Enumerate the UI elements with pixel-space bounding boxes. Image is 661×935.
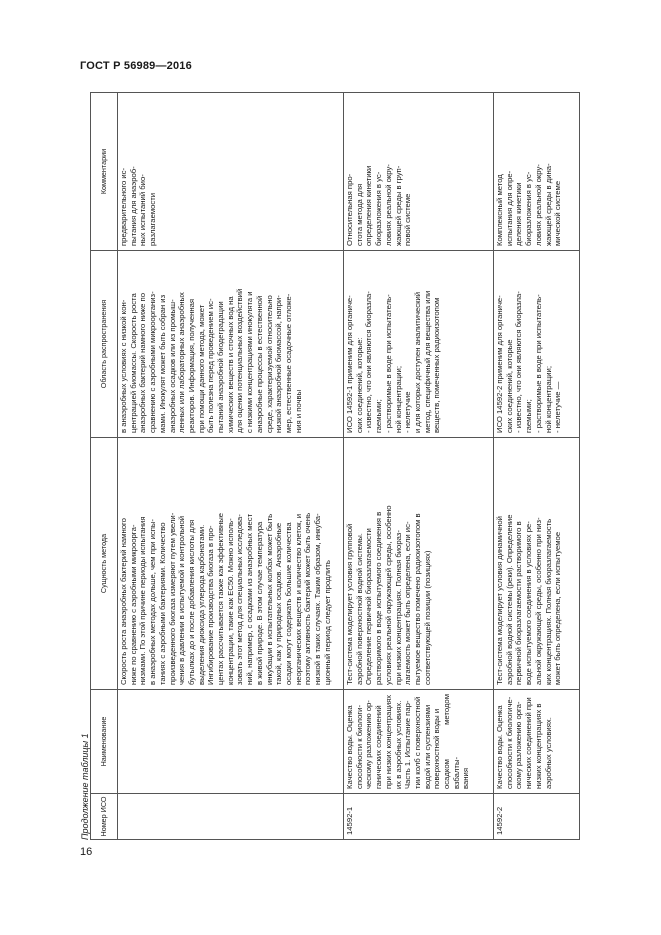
cell-scope: в анаэробных условиях с низкой кон- центрацией биомассы. Скорость роста анаэробных бактерий намного ниже по сравнению с аэробными микроорганиз- мами. Инокулят может быть собран из анаэробных осадков или из промыш- ленных или лабораторных анаэробных реакторов. Информация, полученная при помощи данного метода, может быть полезна перед проведением ис- пытаний анаэробной биодеградации химических веществ и сточных вод на для оценки потенциальных воздействий с низкими концентрациями инокулята и анаэробные процессы в естественной среде, характеризуемой относительно низкой анаэробной биомассой, напри- мер, естественные осадочные отложе- ния и почвы — [118, 251, 344, 438]
rotated-table-area — [80, 93, 654, 840]
cell-essence: Тест-система моделирует условия групповой аэробной поверхностной водной системы. Определение первичной биоразлагаемости растворимого в воде испытуемого соединения в условиях реальной окружающей среды, особенно при низких концентрациях. Полная биораз- лагаемость может быть определена, если ис- пытуемое вещество помечено радиоизотопом в соответствующей позиции (позициях) — [344, 438, 494, 690]
table-header-row — [91, 93, 118, 840]
cell-scope: ИСО 14592-2 применим для органиче- ских соединений, которые - известно, что они являются биоразла- гаемыми; - растворимые в воде при испытатель- ной концентрации; - нелетучие — — [494, 251, 580, 438]
column-header-iso-number: Номер ИСО — [91, 794, 118, 840]
cell-scope: ИСО 14592-1 применим для органиче- ских соединений, которые: - известно, что они являются биоразла- гаемыми; - растворимые в воде при испытатель- ной концентрации; - нелетучие и для которых доступен аналитический метод, специфичный для вещества или веществ, помеченных радиоизотопом — [344, 251, 494, 438]
column-header-scope: Область распространения — [91, 251, 118, 438]
table-caption: Продолжение таблицы 1 — [80, 733, 90, 840]
document-header-title: ГОСТ Р 56989—2016 — [80, 60, 192, 72]
cell-comments: Относительная про- стота метода для определения кинетики биоразложения в ус- ловиях реальной окру- жающей среды в груп- повой системе — [344, 93, 494, 251]
cell-name: Качество воды. Оценка способности к биологи- ческому разложению ор- ганических соединений при низких концентрациях их в аэробных условиях. Часть 1. Испытание пар- тии колб с поверхностной водой или суспензиями поверхностной воды и осадком методом взбалты- вания — [344, 690, 494, 794]
cell-essence: Скорость роста анаэробных бактерий намного ниже по сравнению с аэробными микрооргa- низмами. По этой причине периоды испытания в анаэробных методах дольше, чем при испы- таниях с аэробными бактериями. Количество произведенного биогаза измеряют путем увели- чения в давлении в испытуемой и контрольной бутылках до и после добавления кислоты для выделения диоксида углерода карбонатами. Ингибирование производства биогаза в про- центах рассчитывается также как эффективные концентрации, такие как ЕС50. Можно исполь- зовать этот метод для специальных исследова- ний, например, с осадками из анаэробных мест в живой природе. В этом случае температура инкубации в испытательных колбах может быть такой, как у природных осадков. Анаэробные осадки могут содержать большие количества неорганических веществ и количество клеток, и поэтому активность бактерий может быть очень низкой в таких случаях. Таким образом, инкуба- ционный период следует продлить — [118, 438, 344, 690]
page-number: 16 — [80, 846, 93, 858]
cell-essence: Тест-система моделирует условия динамичной аэробной водной системы (реки). Определение первичной биоразлагаемости растворимого в воде испытуемого соединения в условиях ре- альной окружающей среды, особенно при низ- ких концентрациях. Полная биоразлагаемость может быть определена, если испытуемое — [494, 438, 580, 690]
table-row — [344, 93, 494, 840]
table-row — [494, 93, 580, 840]
column-header-method-essence: Сущность метода — [91, 438, 118, 690]
column-header-name: Наименование — [91, 690, 118, 794]
cell-iso-number — [118, 794, 344, 840]
cell-comments: предварительного ис- пытания для анаэроб- ных испытаний био- разлагаемости — [118, 93, 344, 251]
table-row — [118, 93, 344, 840]
column-header-comments: Комментарии — [91, 93, 118, 251]
cell-iso-number: 14592-1 — [344, 794, 494, 840]
cell-iso-number: 14592-2 — [494, 794, 580, 840]
cell-name — [118, 690, 344, 794]
cell-comments: Комплексный метод испытания для опре- деления кинетики биоразложения в ус- ловиях реальной окру- жающей среды в дина- мической системе — [494, 93, 580, 251]
cell-name: Качество воды. Оценка способности к биологиче- скому разложению орга- нических соединений при низких концентрациях в аэробных условиях. — [494, 690, 580, 794]
methods-table — [90, 92, 580, 840]
